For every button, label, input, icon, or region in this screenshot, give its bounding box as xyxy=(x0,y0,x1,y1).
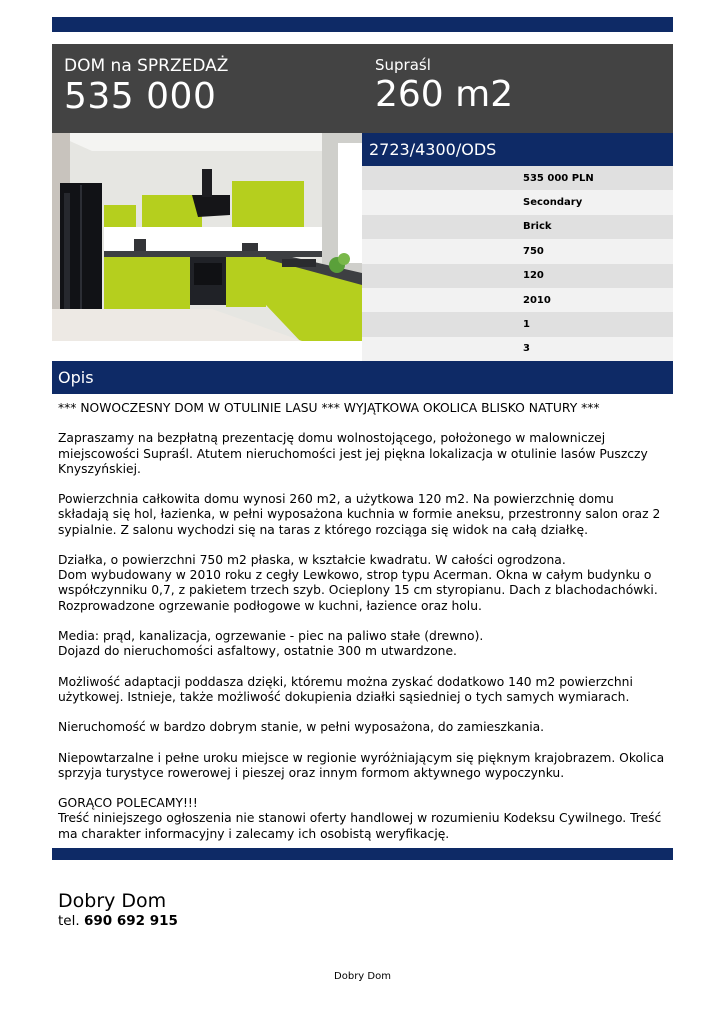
description-paragraph: Działka, o powierzchni 750 m2 płaska, w kształcie kwadratu. W całości ogrodzona. Dom wybudowany w 2010 roku z cegły Lewkowo, strop typu Acerman. Okna w całym budynku o współczynniku 0,7, z pakietem trzech szyb. Ocieplony 15 cm styropianu. Dach z blachodachówki. Rozprowadzone ogrzewanie podłogowe w kuchni, łazience oraz holu. xyxy=(58,552,658,613)
spec-row-plot xyxy=(362,239,673,263)
spec-row-material xyxy=(362,215,673,239)
description-paragraph: Niepowtarzalne i pełne uroku miejsce w regionie wyróżniającym się pięknym krajobrazem. Okolica sprzyja turystyce rowerowej i pieszej oraz innym formom aktywnego wypoczynku. xyxy=(58,750,665,780)
description-paragraph: Nieruchomość w bardzo dobrym stanie, w pełni wyposażona, do zamieszkania. xyxy=(58,720,545,735)
spec-value: Brick xyxy=(523,221,552,233)
listing-type: DOM na SPRZEDAŻ xyxy=(64,56,229,76)
listing-reference: 2723/4300/ODS xyxy=(369,140,497,159)
phone-label: tel. xyxy=(58,913,80,929)
spec-row-year xyxy=(362,288,673,312)
description-paragraph: Media: prąd, kanalizacja, ogrzewanie - piec na paliwo stałe (drewno). Dojazd do nieruchomości asfaltowy, ostatnie 300 m utwardzone. xyxy=(58,628,484,659)
spec-row-market xyxy=(362,190,673,214)
top-accent-bar xyxy=(52,17,673,32)
listing-area: 260 m2 xyxy=(375,74,514,115)
description-paragraph: *** NOWOCZESNY DOM W OTULINIE LASU *** WYJĄTKOWA OKOLICA BLISKO NATURY *** xyxy=(58,401,600,415)
kitchen-photo-icon xyxy=(52,133,362,341)
spec-value: Secondary xyxy=(523,197,583,209)
listing-city: Supraśl xyxy=(375,56,431,74)
spec-row-price xyxy=(362,166,673,190)
spec-value: 120 xyxy=(523,270,544,282)
spec-value: 3 xyxy=(523,343,530,355)
description-title: Opis xyxy=(58,368,94,387)
page-footer: Dobry Dom xyxy=(334,971,391,982)
agency-phone-line xyxy=(58,913,178,929)
spec-value: 1 xyxy=(523,319,530,331)
description-paragraph: Możliwość adaptacji poddasza dzięki, któremu można zyskać dodatkowo 140 m2 powierzchni użytkowej. Istnieje, także możliwość dokupienia działki sąsiedniej o tych samych wymiarach. xyxy=(58,674,633,704)
description-paragraph: Zapraszamy na bezpłatną prezentację domu wolnostojącego, położonego w malowniczej miejscowości Supraśl. Atutem nieruchomości jest jej piękna lokalizacja w otulinie lasów Puszczy Knyszyńskiej. xyxy=(58,431,648,476)
phone-number[interactable]: 690 692 915 xyxy=(83,913,178,929)
spec-row-rooms xyxy=(362,337,673,361)
bottom-accent-bar xyxy=(52,848,673,860)
listing-price: 535 000 xyxy=(64,76,217,117)
description-paragraph: GORĄCO POLECAMY!!! Treść niniejszego ogłoszenia nie stanowi oferty handlowej w rozumieniu Kodeksu Cywilnego. Treść ma charakter informacyjny i zalecamy ich osobistą weryfikację. xyxy=(58,796,662,841)
spec-value: 2010 xyxy=(523,294,551,306)
agency-name: Dobry Dom xyxy=(58,890,167,912)
property-photo xyxy=(52,133,362,341)
spec-value: 750 xyxy=(523,245,544,257)
description-paragraph: Powierzchnia całkowita domu wynosi 260 m2, a użytkowa 120 m2. Na powierzchnię domu składają się hol, łazienka, w pełni wyposażona kuchnia w formie aneksu, przestronny salon oraz 2 sypialnie. Z salonu wychodzi się na taras z którego rozciąga się widok na całą działkę. xyxy=(58,492,661,537)
spec-table xyxy=(362,166,673,361)
spec-value: 535 000 PLN xyxy=(523,172,594,184)
description-bar xyxy=(52,361,673,394)
description-body xyxy=(58,401,668,842)
spec-row-floors xyxy=(362,312,673,336)
spec-row-usable-area xyxy=(362,264,673,288)
